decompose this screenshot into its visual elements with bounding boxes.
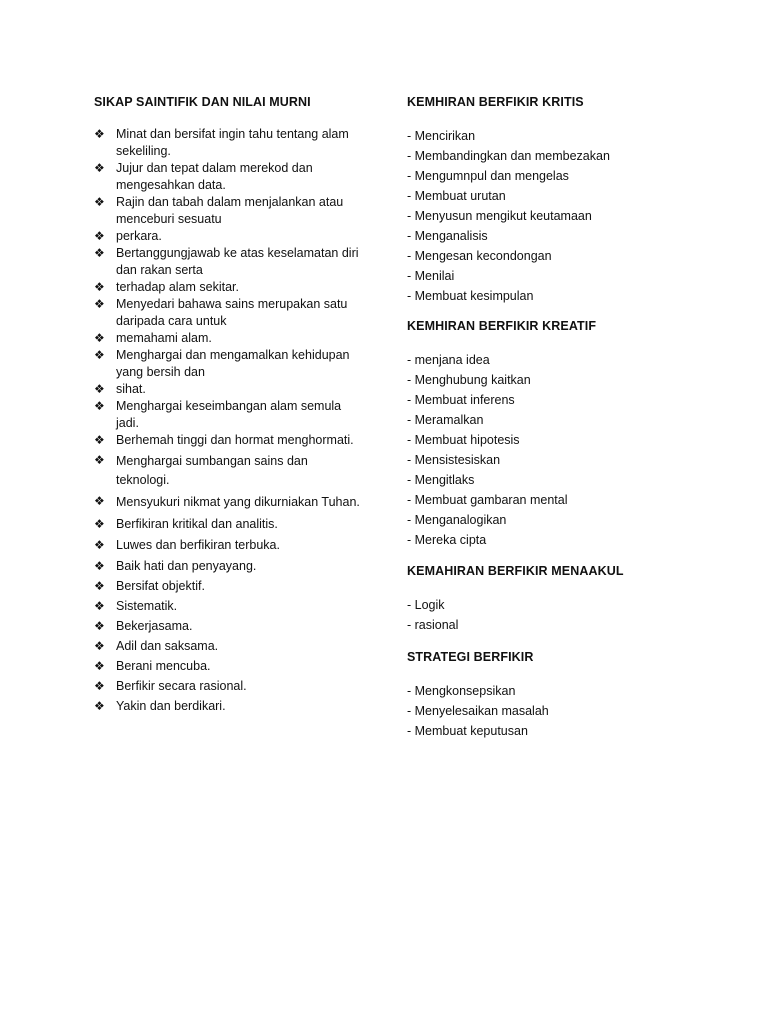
diamond-bullet-icon: ❖ bbox=[94, 659, 105, 673]
list-item: - Membuat urutan bbox=[407, 189, 506, 203]
list-item: ❖ Menghargai keseimbangan alam semula jadi. bbox=[94, 399, 342, 430]
list-item: ❖ Berani mencuba. bbox=[94, 659, 211, 673]
diamond-bullet-icon: ❖ bbox=[94, 538, 105, 552]
list-item: ❖ Bersifat objektif. bbox=[94, 579, 205, 593]
list-item: - Menyelesaikan masalah bbox=[407, 704, 549, 718]
list-item: - Menganalisis bbox=[407, 229, 488, 243]
section-thinking-strategy bbox=[407, 649, 687, 741]
diamond-bullet-icon: ❖ bbox=[94, 579, 105, 593]
values-list bbox=[94, 126, 364, 715]
list-item: - Mengesan kecondongan bbox=[407, 249, 552, 263]
diamond-bullet-icon: ❖ bbox=[94, 639, 105, 653]
list-item: - Mengitlaks bbox=[407, 473, 475, 487]
diamond-bullet-icon: ❖ bbox=[94, 453, 105, 467]
list-item: - Mencirikan bbox=[407, 129, 476, 143]
list-item: - menjana idea bbox=[407, 353, 490, 367]
list-item: ❖ Berfikir secara rasional. bbox=[94, 679, 247, 693]
left-column bbox=[94, 94, 364, 715]
list-item: ❖ Menghargai sumbangan sains dan teknologi. bbox=[94, 453, 308, 487]
diamond-bullet-icon: ❖ bbox=[94, 619, 105, 633]
list-item: - Logik bbox=[407, 598, 445, 612]
list-item: ❖ perkara. bbox=[94, 229, 162, 243]
section-creative-thinking bbox=[407, 318, 687, 550]
list-item: - Menganalogikan bbox=[407, 513, 507, 527]
diamond-bullet-icon: ❖ bbox=[94, 280, 105, 294]
list-item: ❖ Rajin dan tabah dalam menjalankan atau menceburi sesuatu bbox=[94, 195, 344, 226]
list-item: ❖ Minat dan bersifat ingin tahu tentang alam sekeliling. bbox=[94, 127, 349, 158]
list-item: ❖ memahami alam. bbox=[94, 331, 212, 345]
list-item: ❖ Sistematik. bbox=[94, 599, 178, 613]
list-item: ❖ Menghargai dan mengamalkan kehidupan yang bersih dan bbox=[94, 348, 350, 379]
section-critical-thinking bbox=[407, 94, 687, 306]
list-item: - Mengkonsepsikan bbox=[407, 684, 516, 698]
list-item: ❖ Mensyukuri nikmat yang dikurniakan Tuhan. bbox=[94, 494, 360, 509]
diamond-bullet-icon: ❖ bbox=[94, 599, 105, 613]
diamond-bullet-icon: ❖ bbox=[94, 559, 105, 573]
diamond-bullet-icon: ❖ bbox=[94, 517, 105, 531]
diamond-bullet-icon: ❖ bbox=[94, 679, 105, 693]
list-item: ❖ Yakin dan berdikari. bbox=[94, 699, 226, 713]
diamond-bullet-icon: ❖ bbox=[94, 161, 105, 175]
diamond-bullet-icon: ❖ bbox=[94, 494, 105, 508]
diamond-bullet-icon: ❖ bbox=[94, 195, 105, 209]
list-item: - Membandingkan dan membezakan bbox=[407, 149, 610, 163]
diamond-bullet-icon: ❖ bbox=[94, 382, 105, 396]
section-heading: KEMHIRAN BERFIKIR KRITIS bbox=[407, 95, 584, 109]
left-heading: SIKAP SAINTIFIK DAN NILAI MURNI bbox=[94, 95, 311, 109]
list-item: - Membuat kesimpulan bbox=[407, 289, 534, 303]
list-item: ❖ Berhemah tinggi dan hormat menghormati. bbox=[94, 433, 354, 447]
diamond-bullet-icon: ❖ bbox=[94, 399, 105, 413]
list-item: - Menyusun mengikut keutamaan bbox=[407, 209, 592, 223]
list-item: ❖ Adil dan saksama. bbox=[94, 639, 219, 653]
list-item: ❖ sihat. bbox=[94, 382, 146, 396]
list-item: - Membuat keputusan bbox=[407, 724, 528, 738]
diamond-bullet-icon: ❖ bbox=[94, 246, 105, 260]
creative-thinking-list bbox=[407, 350, 687, 550]
diamond-bullet-icon: ❖ bbox=[94, 699, 105, 713]
list-item: ❖ Menyedari bahawa sains merupakan satu daripada cara untuk bbox=[94, 297, 348, 328]
diamond-bullet-icon: ❖ bbox=[94, 297, 105, 311]
diamond-bullet-icon: ❖ bbox=[94, 348, 105, 362]
section-heading: KEMAHIRAN BERFIKIR MENAAKUL bbox=[407, 564, 624, 578]
list-item: - rasional bbox=[407, 618, 459, 632]
reasoning-list bbox=[407, 595, 687, 635]
list-item: ❖ Bekerjasama. bbox=[94, 619, 193, 633]
list-item: ❖ Luwes dan berfikiran terbuka. bbox=[94, 538, 280, 552]
diamond-bullet-icon: ❖ bbox=[94, 127, 105, 141]
thinking-strategy-list bbox=[407, 681, 687, 741]
section-heading: STRATEGI BERFIKIR bbox=[407, 650, 534, 664]
list-item: ❖ Jujur dan tepat dalam merekod dan mengesahkan data. bbox=[94, 161, 313, 192]
list-item: ❖ Berfikiran kritikal dan analitis. bbox=[94, 517, 278, 531]
list-item: - Meramalkan bbox=[407, 413, 484, 427]
list-item: - Membuat hipotesis bbox=[407, 433, 520, 447]
section-reasoning bbox=[407, 563, 687, 635]
diamond-bullet-icon: ❖ bbox=[94, 331, 105, 345]
right-column bbox=[407, 94, 687, 741]
diamond-bullet-icon: ❖ bbox=[94, 433, 105, 447]
list-item: - Menilai bbox=[407, 269, 455, 283]
list-item: - Mengumnpul dan mengelas bbox=[407, 169, 569, 183]
list-item: - Membuat gambaran mental bbox=[407, 493, 568, 507]
critical-thinking-list bbox=[407, 126, 687, 306]
list-item: ❖ Baik hati dan penyayang. bbox=[94, 559, 257, 573]
list-item: - Mereka cipta bbox=[407, 533, 487, 547]
list-item: - Menghubung kaitkan bbox=[407, 373, 531, 387]
diamond-bullet-icon: ❖ bbox=[94, 229, 105, 243]
section-heading: KEMHIRAN BERFIKIR KREATIF bbox=[407, 319, 597, 333]
list-item: ❖ terhadap alam sekitar. bbox=[94, 280, 239, 294]
list-item: - Membuat inferens bbox=[407, 393, 515, 407]
list-item: - Mensistesiskan bbox=[407, 453, 501, 467]
list-item: ❖ Bertanggungjawab ke atas keselamatan diri dan rakan serta bbox=[94, 246, 359, 277]
